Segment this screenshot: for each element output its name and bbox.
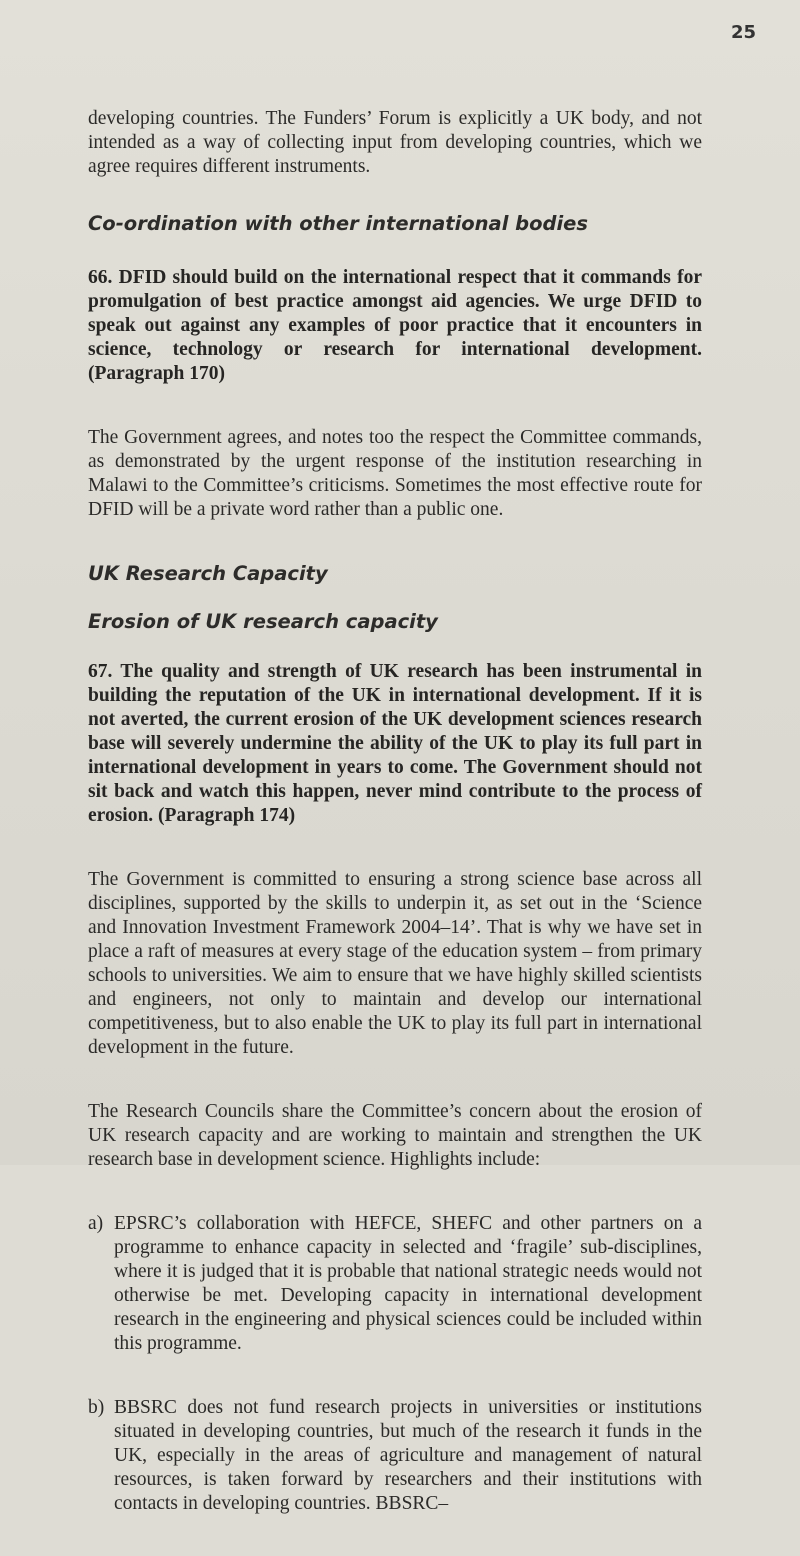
section-heading-coordination: Co-ordination with other international bodies — [88, 212, 589, 235]
highlight-item-a — [88, 1212, 702, 1356]
response-67-paragraph-1: The Government is committed to ensuring a strong science base across all disciplines, supported by the skills to underpin it, as set out in the ‘Science and Innovation Investment Framework 2004–14’. That is why we have set in place a raft of measures at every stage of the education system – from primary schools to universities. We aim to ensure that we have highly skilled scientists and engineers, not only to maintain and develop our international competitiveness, but to also enable the UK to play its full part in international development in the future. — [88, 869, 702, 1058]
response-66: The Government agrees, and notes too the respect the Committee commands, as demonstrated by the urgent response of the institution researching in Malawi to the Committee’s criticisms. Sometimes the most effective route for DFID will be a private word rather than a public one. — [88, 427, 702, 520]
recommendation-67: 67. The quality and strength of UK research has been instrumental in building the reputation of the UK in international development. If it is not averted, the current erosion of the UK development sciences research base will severely undermine the ability of the UK to play its full part in international development in years to come. The Government should not sit back and watch this happen, never mind contribute to the process of erosion. (Paragraph 174) — [88, 661, 702, 826]
response-67-paragraph-2: The Research Councils share the Committee’s concern about the erosion of UK research capacity and are working to maintain and strengthen the UK research base in development science. Highlights include: — [88, 1101, 702, 1170]
intro-paragraph: developing countries. The Funders’ Forum is explicitly a UK body, and not intended as a way of collecting input from developing countries, which we agree requires different instruments. — [88, 108, 702, 177]
recommendation-66: 66. DFID should build on the international respect that it commands for promulgation of best practice amongst aid agencies. We urge DFID to speak out against any examples of poor practice that it encounters in science, technology or research for international development. (Paragraph 170) — [88, 267, 702, 384]
list-item-text: EPSRC’s collaboration with HEFCE, SHEFC and other partners on a programme to enhance capacity in selected and ‘fragile’ sub-disciplines, where it is judged that it is probable that national strategic needs would not otherwise be met. Developing capacity in international development research in the engineering and physical sciences could be included within this programme. — [114, 1213, 702, 1354]
page-number: 25 — [730, 22, 756, 43]
page-body — [88, 107, 702, 1556]
list-item-text: BBSRC does not fund research projects in universities or institutions situated in developing countries, but much of the research it funds in the UK, especially in the areas of agriculture and management of natural resources, is taken forward by researchers and their institutions with contacts in developing countries. BBSRC– — [114, 1397, 702, 1514]
list-marker: a) — [88, 1213, 104, 1234]
subsection-heading-erosion: Erosion of UK research capacity — [88, 610, 438, 633]
highlight-item-b — [88, 1396, 702, 1516]
highlights-list — [88, 1212, 702, 1516]
section-heading-uk-research-capacity: UK Research Capacity — [88, 562, 328, 585]
list-marker: b) — [88, 1397, 105, 1418]
